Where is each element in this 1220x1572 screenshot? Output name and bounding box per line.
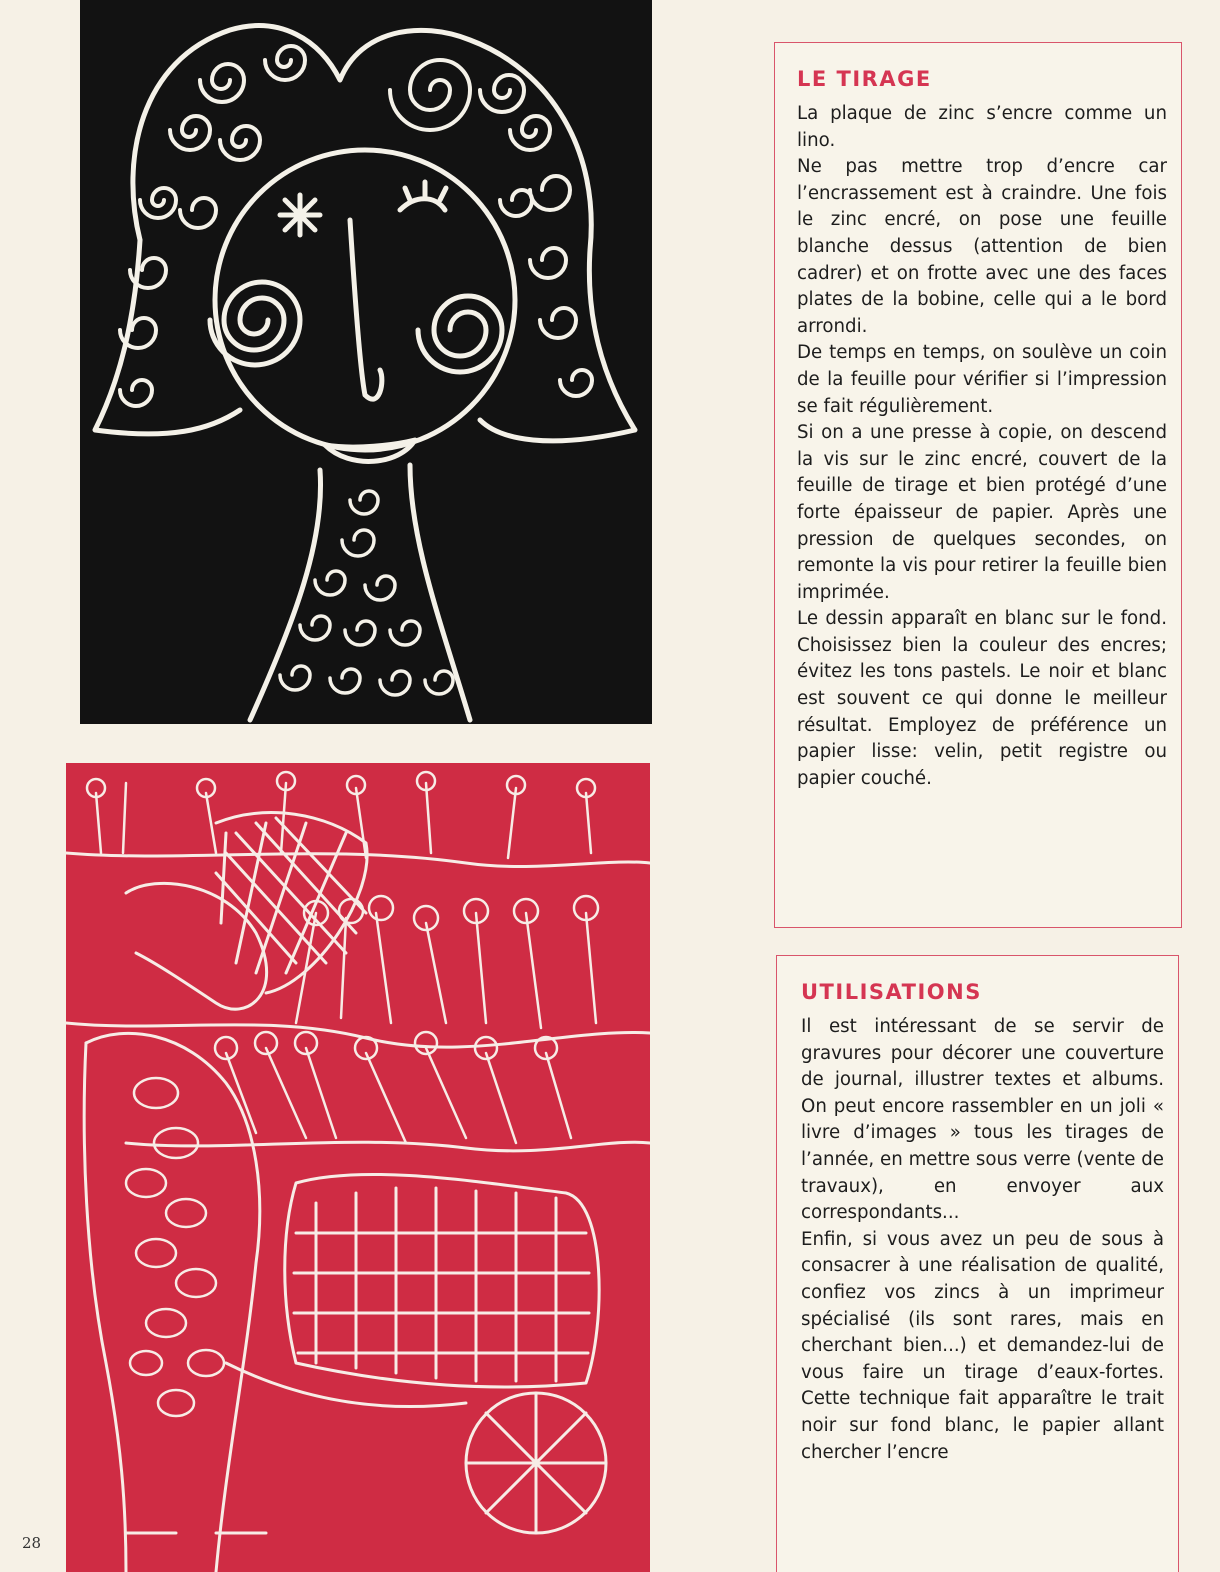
tirage-paragraph-2: Ne pas mettre trop d’encre car l’encrassement est à craindre. Une fois le zinc encré, on pose une feuille blanche dessus (attention de bien cadrer) et on frotte avec une des faces plates de la bobine, celle qui a le bord arrondi. <box>797 156 1167 337</box>
tirage-title: LE TIRAGE <box>797 67 932 91</box>
tirage-paragraph-4: Si on a une presse à copie, on descend la vis sur le zinc encré, couvert de la feuille de tirage et bien protégé d’une forte épaisseur de papier. Après une pression de quelques secondes, on remonte la vis pour retirer la feuille bien imprimée. <box>797 422 1167 603</box>
utilisations-paragraph-2: Enfin, si vous avez un peu de sous à consacrer à une réalisation de qualité, confiez vos zincs à un imprimeur spécialisé (ils sont rares, mais en cherchant bien...) et demandez-lui de vous faire un tirage d’eaux-fortes. Cette technique fait apparaître le trait noir sur fond blanc, le papier allant chercher l’encre <box>801 1228 1164 1463</box>
tirage-paragraph-5: Le dessin apparaît en blanc sur le fond. Choisissez bien la couleur des encres; évitez les tons pastels. Le noir et blanc est souvent ce qui donne le meilleur résultat. Employez de préférence un papier lisse: velin, petit registre ou papier couché. <box>797 608 1167 789</box>
utilisations-paragraph-1: Il est intéressant de se servir de gravures pour décorer une couverture de journal, illustrer textes et albums. On peut encore rassembler en un joli « livre d’images » tous les tirages de l’année, en mettre sous verre (vente de travaux), en envoyer aux correspondants... <box>801 1016 1164 1224</box>
utilisations-section <box>776 955 1179 1572</box>
portrait-print-image <box>80 0 652 724</box>
portrait-drawing <box>80 0 652 724</box>
tirage-paragraph-3: De temps en temps, on soulève un coin de la feuille pour vérifier si l’impression se fait régulièrement. <box>797 342 1167 417</box>
page-number: 28 <box>22 1534 42 1552</box>
horse-cart-drawing <box>66 763 650 1572</box>
tirage-section <box>774 42 1182 928</box>
tirage-paragraph-1: La plaque de zinc s’encre comme un lino. <box>797 103 1167 151</box>
utilisations-title: UTILISATIONS <box>801 980 982 1004</box>
horse-cart-print-image <box>66 763 650 1572</box>
